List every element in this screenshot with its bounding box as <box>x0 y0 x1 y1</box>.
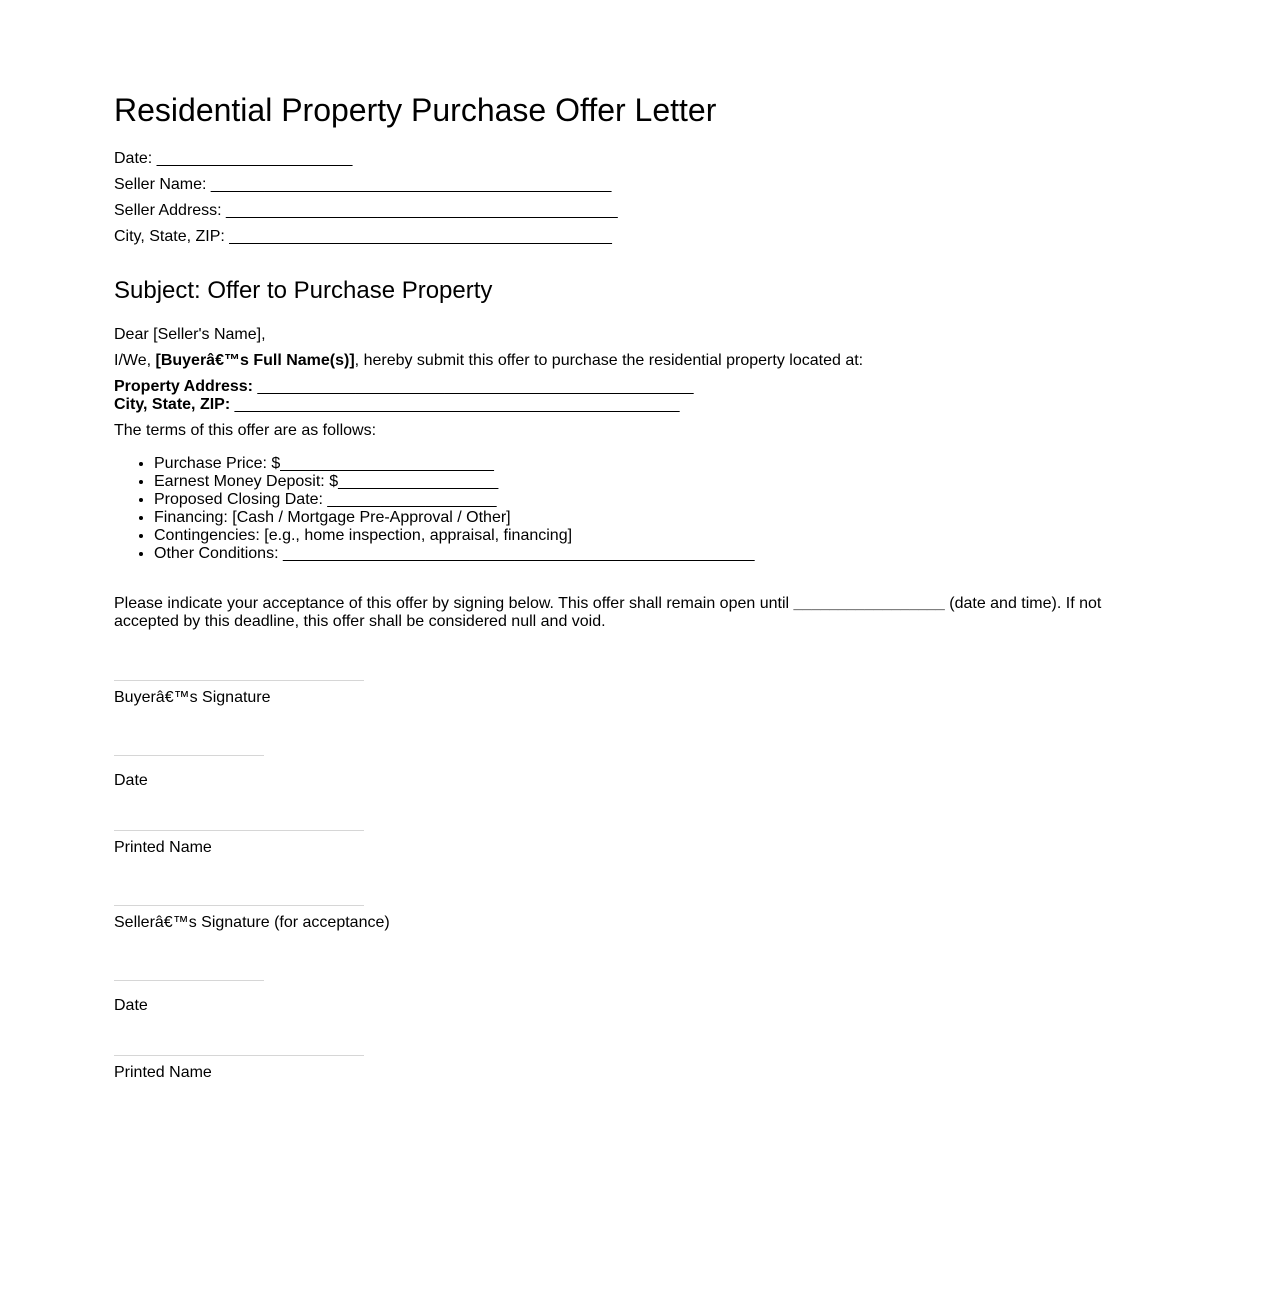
terms-intro: The terms of this offer are as follows: <box>114 422 377 439</box>
page-title: Residential Property Purchase Offer Letter <box>114 92 717 128</box>
seller-date-line <box>114 980 264 981</box>
terms-list <box>114 455 755 563</box>
seller-address-field: Seller Address: ____________________________________________ <box>114 202 618 219</box>
buyer-date-line <box>114 755 264 756</box>
seller-printed-name-line <box>114 1055 364 1056</box>
city-state-zip-field: City, State, ZIP: ___________________________________________ <box>114 228 612 245</box>
seller-date-label: Date <box>114 997 148 1014</box>
property-city-blank: __________________________________________________ <box>230 396 680 413</box>
buyer-signature-line <box>114 680 364 681</box>
property-address-line <box>114 378 693 396</box>
acceptance-deadline-blank: _________________ <box>793 595 945 612</box>
intro-paragraph <box>114 352 863 370</box>
buyer-printed-name-line <box>114 830 364 831</box>
acceptance-paragraph <box>114 595 1154 631</box>
term-closing-date: • Proposed Closing Date: ___________________ <box>154 491 755 509</box>
date-field: Date: ______________________ <box>114 150 353 167</box>
term-earnest-money: • Earnest Money Deposit: $__________________ <box>154 473 755 491</box>
salutation: Dear [Seller's Name], <box>114 326 266 343</box>
intro-suffix: , hereby submit this offer to purchase the residential property located at: <box>354 352 864 369</box>
acceptance-after: (date and time). If not accepted by this deadline, this offer shall be considered null and void. <box>114 595 1102 630</box>
seller-signature-line <box>114 905 364 906</box>
property-address-label: Property Address: <box>114 378 253 395</box>
term-financing: • Financing: [Cash / Mortgage Pre-Approval / Other] <box>154 509 755 527</box>
seller-printed-name-label: Printed Name <box>114 1064 212 1081</box>
subject-heading: Subject: Offer to Purchase Property <box>114 277 493 304</box>
buyer-date-label: Date <box>114 772 148 789</box>
buyer-printed-name-label: Printed Name <box>114 839 212 856</box>
term-contingencies: • Contingencies: [e.g., home inspection, appraisal, financing] <box>154 527 755 545</box>
seller-name-field: Seller Name: _____________________________________________ <box>114 176 612 193</box>
property-address-blank: _________________________________________________ <box>253 378 694 395</box>
seller-signature-label: Sellerâ€™s Signature (for acceptance) <box>114 914 390 931</box>
property-city-label: City, State, ZIP: <box>114 396 231 413</box>
buyer-signature-label: Buyerâ€™s Signature <box>114 689 271 706</box>
term-other-conditions: • Other Conditions: _____________________________________________________ <box>154 545 755 563</box>
term-purchase-price: • Purchase Price: $________________________ <box>154 455 755 473</box>
intro-prefix: I/We, <box>114 352 156 369</box>
property-city-line <box>114 396 680 414</box>
acceptance-before: Please indicate your acceptance of this offer by signing below. This offer shall remain open until <box>114 595 794 612</box>
buyer-name-placeholder: [Buyerâ€™s Full Name(s)] <box>155 352 355 369</box>
